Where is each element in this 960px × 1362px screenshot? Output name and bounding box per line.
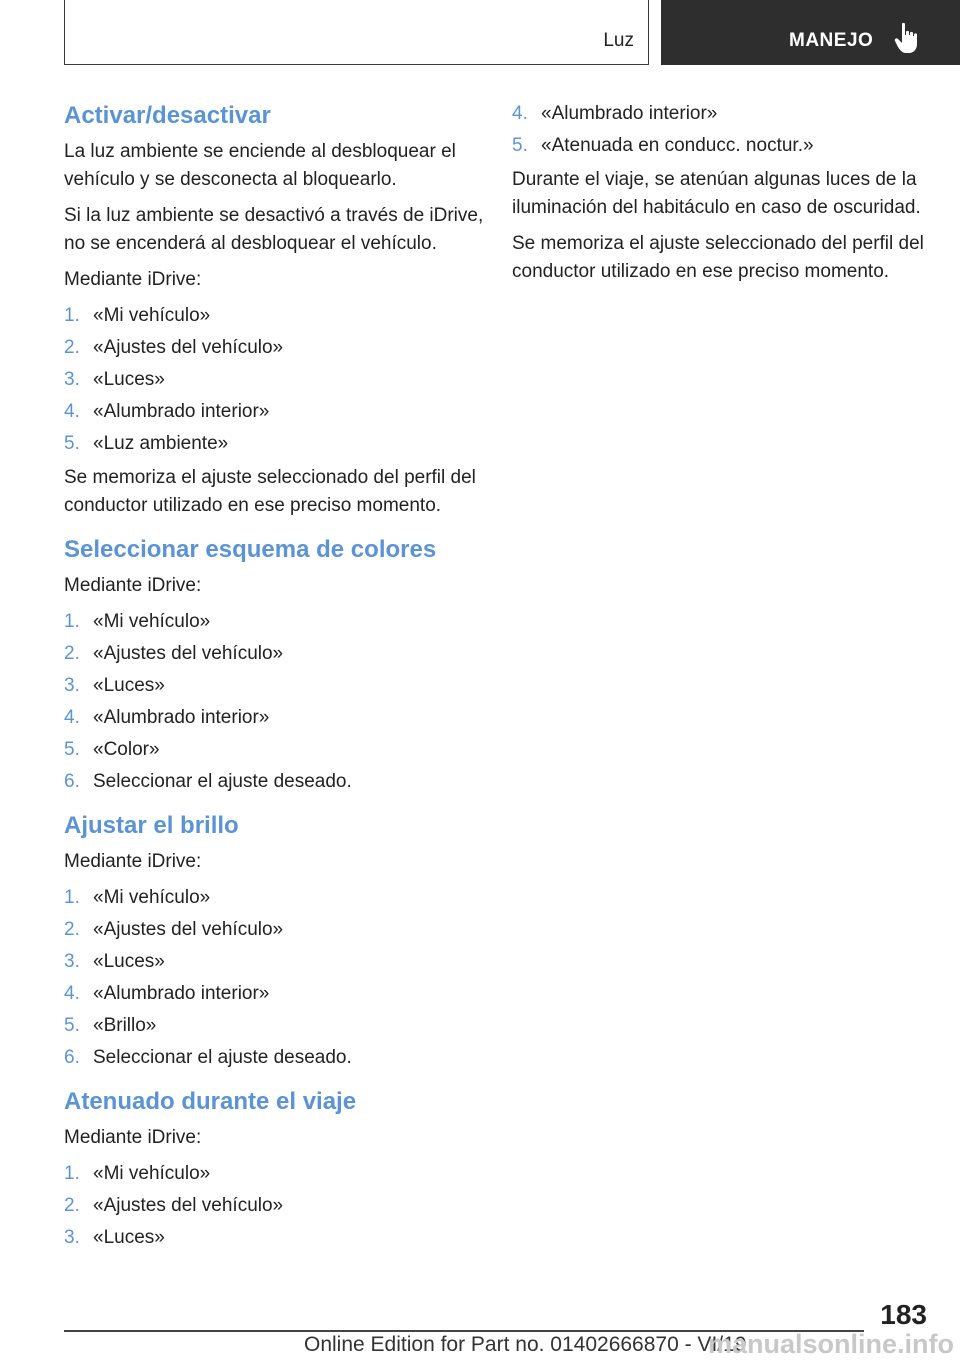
- list-item: [64, 704, 484, 732]
- step-text: «Alumbrado interior»: [93, 983, 270, 1004]
- list-item: [64, 884, 484, 912]
- step-text: «Alumbrado interior»: [93, 707, 270, 728]
- section-title-atenuado: Atenuado durante el viaje: [64, 1088, 357, 1115]
- step-number: 5.: [64, 433, 80, 454]
- step-number: 3.: [64, 675, 80, 696]
- steps-list-atenuado: [64, 1160, 484, 1252]
- list-item: [64, 398, 484, 426]
- paragraph: Se memoriza el ajuste seleccionado del perfil del conductor utilizado en ese preciso momento.: [64, 467, 476, 516]
- list-item: [64, 672, 484, 700]
- chapter-tab[interactable]: [661, 0, 960, 65]
- list-item: [64, 334, 484, 362]
- pointing-hand-icon: [894, 22, 920, 54]
- step-number: 6.: [64, 771, 80, 792]
- step-text: «Ajustes del vehículo»: [93, 919, 284, 940]
- list-item: [64, 430, 484, 458]
- step-number: 3.: [64, 369, 80, 390]
- paragraph: La luz ambiente se enciende al desbloquear el vehículo y se desconecta al bloquearlo.: [64, 141, 456, 190]
- steps-list-brillo: [64, 884, 484, 1072]
- list-item: [64, 1224, 484, 1252]
- step-text: «Mi vehículo»: [93, 305, 211, 326]
- step-number: 6.: [64, 1047, 80, 1068]
- step-text: «Luces»: [93, 1227, 165, 1248]
- section-title-colores: Seleccionar esquema de colores: [64, 536, 437, 563]
- list-item: [512, 132, 932, 160]
- step-number: 5.: [512, 135, 528, 156]
- step-text: «Mi vehículo»: [93, 1163, 211, 1184]
- step-number: 2.: [64, 919, 80, 940]
- list-item: [64, 1192, 484, 1220]
- list-item: [64, 980, 484, 1008]
- list-item: [64, 916, 484, 944]
- step-number: 2.: [64, 643, 80, 664]
- step-text: «Ajustes del vehículo»: [93, 1195, 284, 1216]
- list-item: [64, 948, 484, 976]
- list-item: [64, 608, 484, 636]
- page-number: 183: [880, 1299, 927, 1330]
- list-item: [64, 1044, 484, 1072]
- step-number: 3.: [64, 1227, 80, 1248]
- step-text: «Mi vehículo»: [93, 887, 211, 908]
- step-number: 5.: [64, 739, 80, 760]
- step-text: Seleccionar el ajuste deseado.: [93, 1047, 352, 1068]
- step-text: «Luces»: [93, 369, 165, 390]
- list-item: [64, 640, 484, 668]
- header-section-box: [64, 0, 649, 65]
- step-text: «Ajustes del vehículo»: [93, 337, 284, 358]
- step-text: «Mi vehículo»: [93, 611, 211, 632]
- step-text: «Brillo»: [93, 1015, 157, 1036]
- step-text: «Luces»: [93, 675, 165, 696]
- step-number: 4.: [64, 983, 80, 1004]
- step-number: 2.: [64, 1195, 80, 1216]
- step-text: «Alumbrado interior»: [93, 401, 270, 422]
- step-text: Seleccionar el ajuste deseado.: [93, 771, 352, 792]
- watermark: manualsonline.info: [707, 1329, 954, 1359]
- list-item: [64, 736, 484, 764]
- step-number: 5.: [64, 1015, 80, 1036]
- step-text: «Luces»: [93, 951, 165, 972]
- list-item: [64, 1012, 484, 1040]
- step-number: 1.: [64, 611, 80, 632]
- step-text: «Color»: [93, 739, 160, 760]
- steps-list-colores: [64, 608, 484, 796]
- paragraph: Mediante iDrive:: [64, 575, 202, 596]
- step-number: 1.: [64, 305, 80, 326]
- list-item: [512, 100, 932, 128]
- paragraph: Se memoriza el ajuste seleccionado del perfil del conductor utilizado en ese preciso momento.: [512, 233, 924, 282]
- step-text: «Luz ambiente»: [93, 433, 229, 454]
- chapter-tab-label: MANEJO: [789, 30, 874, 51]
- step-text: «Ajustes del vehículo»: [93, 643, 284, 664]
- paragraph: Si la luz ambiente se desactivó a través de iDrive, no se encenderá al desbloquear el vehículo.: [64, 205, 484, 254]
- paragraph: Mediante iDrive:: [64, 851, 202, 872]
- step-number: 1.: [64, 887, 80, 908]
- steps-list-atenuado-continued: [512, 100, 932, 160]
- section-title-brillo: Ajustar el brillo: [64, 812, 239, 839]
- step-text: «Atenuada en conducc. noctur.»: [541, 135, 814, 156]
- list-item: [64, 302, 484, 330]
- paragraph: Mediante iDrive:: [64, 269, 202, 290]
- paragraph: Mediante iDrive:: [64, 1127, 202, 1148]
- step-number: 4.: [64, 707, 80, 728]
- step-number: 1.: [64, 1163, 80, 1184]
- step-number: 3.: [64, 951, 80, 972]
- section-title-activar: Activar/desactivar: [64, 102, 271, 129]
- left-column: [64, 100, 484, 1258]
- step-number: 4.: [64, 401, 80, 422]
- step-text: «Alumbrado interior»: [541, 103, 718, 124]
- header-section-title: Luz: [603, 30, 634, 51]
- step-number: 4.: [512, 103, 528, 124]
- list-item: [64, 768, 484, 796]
- list-item: [64, 1160, 484, 1188]
- paragraph: Durante el viaje, se atenúan algunas luces de la iluminación del habitáculo en caso de oscuridad.: [512, 169, 921, 218]
- steps-list-activar: [64, 302, 484, 458]
- step-number: 2.: [64, 337, 80, 358]
- right-column: [512, 100, 932, 294]
- list-item: [64, 366, 484, 394]
- edition-text: Online Edition for Part no. 01402666870 - VI/19: [304, 1333, 747, 1356]
